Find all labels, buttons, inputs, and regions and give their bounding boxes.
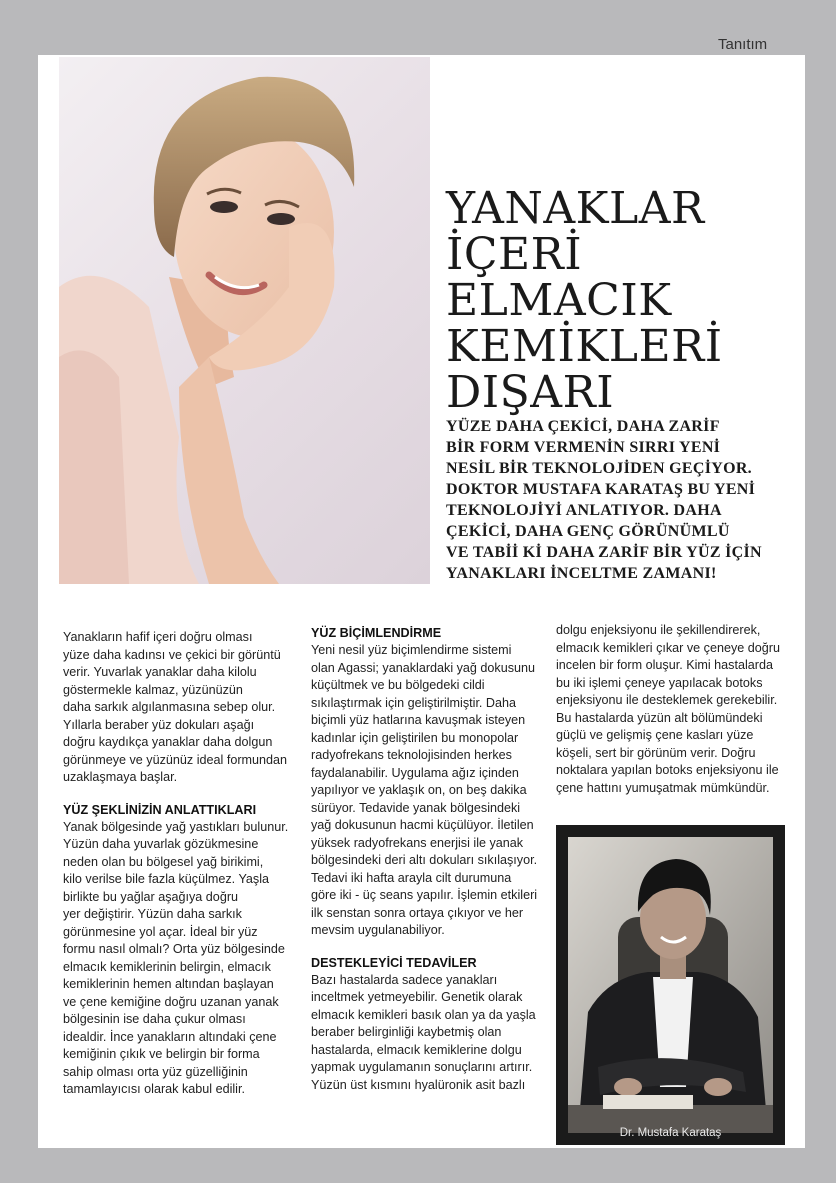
text-line: formu nasıl olmalı? Orta yüz bölgesinde (63, 942, 285, 956)
text-line: çene hattını yumuşatmak mümkündür. (556, 780, 770, 795)
text-line: güçlü ve gelişmiş çene kasları yüze (556, 728, 754, 742)
text-line: göre iki - üç seans yapılır. İşlemin etkileri (311, 888, 538, 902)
text-line: kadınlar için geliştirilen bu monopolar (311, 730, 519, 745)
text-line: bölgesinin ise daha çukur olması (63, 1012, 246, 1026)
section-heading: DESTEKLEYİCİ TEDAVİLER (311, 955, 477, 970)
text-line: Yanakların hafif içeri doğru olması (63, 630, 253, 644)
text-line: noktalara yapılan botoks enjeksiyonu ile (556, 763, 779, 777)
text-line: yüze daha kadınsı ve çekici bir görüntü (63, 647, 281, 662)
text-line: sürüyor. Tedavide yanak bölgesindeki (311, 800, 521, 815)
text-line: Yeni nesil yüz biçimlendirme sistemi (311, 643, 512, 657)
article-column-1 (63, 629, 293, 1099)
section-body (311, 972, 546, 1095)
lead-line: VE TABİİ Kİ DAHA ZARİF BİR YÜZ İÇİN (446, 544, 762, 561)
text-line: Yüzün üst kısmını hyalüronik asit bazlı (311, 1077, 526, 1092)
text-line: yer değiştirir. Yüzün daha sarkık (63, 907, 242, 921)
text-line: radyofrekans teknolojisinden herkes (311, 748, 512, 762)
headline-line: DIŞARI (446, 367, 615, 418)
text-line: küçültmek ve bu bölgedeki cildi (311, 678, 485, 692)
section-body (63, 819, 293, 1099)
text-line: kemiğinin çıkık ve belirgin bir forma (63, 1047, 260, 1061)
text-line: birlikte bu yağlar aşağıya doğru (63, 889, 239, 904)
section-body (311, 642, 546, 940)
text-line: idealdir. İnce yanakların altındaki çene (63, 1029, 277, 1044)
text-line: elmacık kemiklerinin belirgin, elmacık (63, 959, 271, 974)
text-line: kilo verilse bile fazla küçülmez. Yaşla (63, 872, 270, 886)
section-heading: YÜZ ŞEKLİNİZİN ANLATTIKLARI (63, 802, 257, 817)
intro-paragraph (63, 629, 293, 787)
text-line: elmacık kemikleri çıkar ve çeneye doğru (556, 640, 780, 655)
doctor-portrait (568, 837, 773, 1133)
text-line: görünmeye ve yüzünüz ideal formundan (63, 752, 288, 767)
text-line: göstermekle kalmaz, yüzünüzün (63, 682, 243, 697)
headline (446, 183, 796, 418)
headline-line: KEMİKLERİ (446, 321, 723, 372)
woman-portrait-illustration (59, 57, 430, 584)
text-line: bölgesindeki deri altı dokuları sıkılaşıyor. (311, 853, 538, 867)
text-line: inceltmek yetmeyebilir. Genetik olarak (311, 990, 523, 1004)
text-line: yüksek radyofrekans enerjisi ile yanak (311, 835, 524, 850)
photo-caption: Dr. Mustafa Karataş (619, 1127, 722, 1139)
text-line: tamamlayıcısı olarak kabul edilir. (63, 1082, 245, 1096)
text-line: hastalarda, elmacık kemiklerine dolgu (311, 1042, 522, 1057)
text-line: yağ dokusunun hacmi küçülüyor. İletilen (311, 818, 534, 832)
text-line: Tedavi iki hafta arayla cilt durumuna (311, 870, 512, 885)
text-line: beraber belirginliği kaybetmiş olan (311, 1025, 502, 1039)
text-line: faydalanabilir. Uygulama ağız içinden (311, 765, 519, 780)
lead-line: NESİL BİR TEKNOLOJİDEN GEÇİYOR. (446, 460, 752, 477)
text-line: Bazı hastalarda sadece yanakları (311, 972, 498, 987)
doctor-photo (556, 825, 785, 1145)
text-line: sahip olması orta yüz güzelliğinin (63, 1064, 248, 1079)
text-line: doğru kaydıkça yanaklar daha dolgun (63, 735, 273, 749)
lead-line: DOKTOR MUSTAFA KARATAŞ BU YENİ (446, 481, 756, 498)
article-column-3 (556, 622, 796, 797)
lead-paragraph (446, 416, 796, 584)
text-line: Yüzün daha yuvarlak gözükmesine (63, 837, 259, 851)
lead-line: YÜZE DAHA ÇEKİCİ, DAHA ZARİF (446, 418, 720, 435)
lead-line: TEKNOLOJİYİ ANLATIYOR. DAHA (446, 502, 722, 519)
text-line: olan Agassi; yanaklardaki yağ dokusunu (311, 660, 536, 675)
text-line: ilk senstan sonra ortaya çıkıyor ve her (311, 905, 524, 920)
text-line: mevsim uygulanabiliyor. (311, 923, 445, 937)
headline-line: YANAKLAR (446, 183, 705, 234)
text-line: Yıllarla beraber yüz dokuları aşağı (63, 717, 255, 732)
doctor-portrait-illustration (568, 837, 773, 1133)
lead-line: ÇEKİCİ, DAHA GENÇ GÖRÜNÜMLÜ (446, 523, 730, 540)
section-heading: YÜZ BİÇİMLENDİRME (311, 626, 442, 640)
text-line: bu iki işlemi çeneye yapılacak botoks (556, 675, 763, 690)
lead-line: YANAKLARI İNCELTME ZAMANI! (446, 565, 717, 582)
text-line: sıkılaştırmak için geliştirilmiştir. Daha (311, 695, 517, 710)
text-line: neden olan bu bölgesel yağ birikimi, (63, 854, 264, 869)
headline-line: ELMACIK (446, 275, 672, 326)
article-column-2 (311, 624, 546, 1094)
text-line: yapmak uygulamanın sonuçlarını artırır. (311, 1060, 533, 1074)
text-line: verir. Yuvarlak yanaklar daha kilolu (63, 665, 257, 679)
text-line: incelen bir form oluşur. Kimi hastalarda (556, 658, 773, 672)
text-line: biçimli yüz hatlarına kavuşmak isteyen (311, 713, 526, 727)
text-line: Yanak bölgesinde yağ yastıkları bulunur. (63, 819, 289, 834)
headline-line: İÇERİ (446, 229, 583, 280)
text-line: dolgu enjeksiyonu ile şekillendirerek, (556, 623, 761, 637)
text-line: enjeksiyonu ile desteklemek gerekebilir. (556, 693, 778, 707)
text-line: köşeli, sert bir görünüm verir. Doğru (556, 745, 756, 760)
text-line: elmacık kemikleri basık olan ya da yaşla (311, 1007, 536, 1022)
text-line: kemiklerinin hemen altından başlayan (63, 977, 274, 991)
text-line: Bu hastalarda yüzün alt bölümündeki (556, 710, 763, 725)
text-line: ve çene kemiğine doğru uzanan yanak (63, 994, 279, 1009)
lead-line: BİR FORM VERMENİN SIRRI YENİ (446, 439, 721, 456)
text-line: görünmesine yol açar. İdeal bir yüz (63, 924, 258, 939)
section-label: Tanıtım (718, 36, 768, 53)
text-line: uzaklaşmaya başlar. (63, 770, 178, 784)
text-line: yapılıyor ve yaklaşık on, on beş dakika (311, 783, 527, 797)
text-line: daha sarkık algılanmasına sebep olur. (63, 700, 276, 714)
hero-photo-woman (59, 57, 430, 584)
